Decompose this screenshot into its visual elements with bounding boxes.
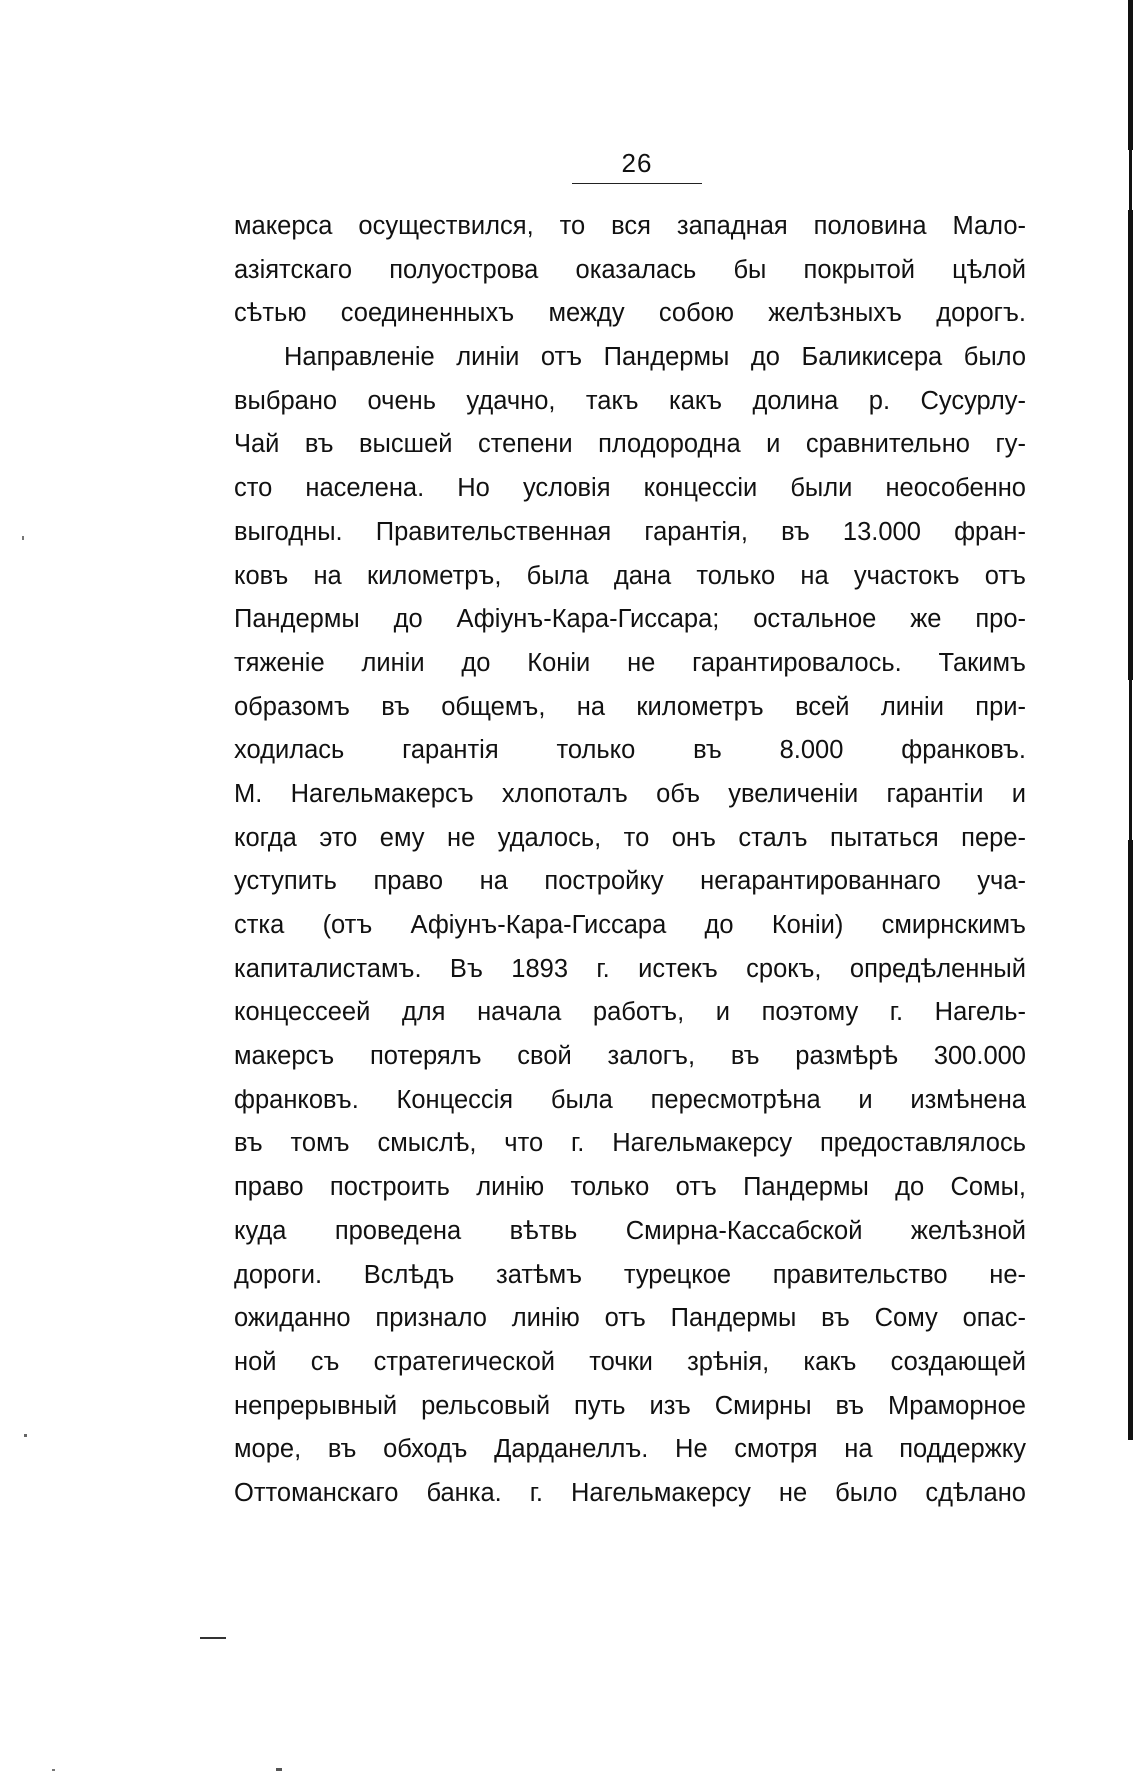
- text-line: ковъ на километръ, была дана только на участокъ отъ: [234, 561, 1026, 590]
- page-number: 26: [621, 148, 653, 178]
- stray-mark-dot: [24, 1434, 27, 1437]
- text-line: уступить право на постройку негарантированнаго уча-: [234, 867, 1026, 896]
- text-line: капиталистамъ. Въ 1893 г. истекъ срокъ, опредѣленный: [234, 954, 1026, 983]
- text-line: сѣтью соединенныхъ между собою желѣзныхъ дорогъ.: [234, 299, 1026, 328]
- page-edge-shadow: [1128, 0, 1134, 1792]
- text-line: Чай въ высшей степени плодородна и сравнительно гу-: [234, 430, 1026, 459]
- text-line: макерса осуществился, то вся западная половина Мало-: [234, 212, 1026, 240]
- text-line: когда это ему не удалось, то онъ сталъ пытаться пере-: [234, 823, 1026, 852]
- stray-mark-dot: [52, 1769, 55, 1771]
- text-line: море, въ обходъ Дарданеллъ. Не смотря на поддержку: [234, 1435, 1026, 1464]
- page-number-rule: [572, 183, 702, 184]
- text-line: выгодны. Правительственная гарантія, въ 13.000 фран-: [234, 517, 1026, 546]
- text-line: куда проведена вѣтвь Смирна-Кассабской желѣзной: [234, 1216, 1026, 1245]
- text-line: право построить линію только отъ Пандермы до Сомы,: [234, 1173, 1026, 1202]
- text-line: ходилась гарантія только въ 8.000 франковъ.: [234, 736, 1026, 765]
- stray-mark-dash: [200, 1637, 226, 1639]
- text-line: ожиданно признало линію отъ Пандермы въ Сому опас-: [234, 1304, 1026, 1333]
- text-line: франковъ. Концессія была пересмотрѣна и измѣнена: [234, 1085, 1026, 1114]
- text-line: азіятскаго полуострова оказалась бы покрытой цѣлой: [234, 255, 1026, 284]
- text-line: Пандермы до Афіунъ-Кара-Гиссара; остальное же про-: [234, 605, 1026, 634]
- text-line: Оттоманскаго банка. г. Нагельмакерсу не было сдѣлано: [234, 1478, 1026, 1507]
- text-line: образомъ въ общемъ, на километръ всей линіи при-: [234, 692, 1026, 721]
- stray-mark-dot: [22, 536, 24, 540]
- text-line: выбрано очень удачно, такъ какъ долина р. Сусурлу-: [234, 386, 1026, 415]
- text-line: непрерывный рельсовый путь изъ Смирны въ Мраморное: [234, 1391, 1026, 1420]
- text-line: дороги. Вслѣдъ затѣмъ турецкое правительство не-: [234, 1260, 1026, 1289]
- text-line: сто населена. Но условія концессіи были неособенно: [234, 474, 1026, 503]
- text-line: тяженіе линіи до Коніи не гарантировалось. Такимъ: [234, 648, 1026, 677]
- text-line: въ томъ смыслѣ, что г. Нагельмакерсу предоставлялось: [234, 1129, 1026, 1158]
- paragraph-first-line: Направленіе линіи отъ Пандермы до Баликисера было: [284, 343, 1026, 372]
- text-line: ной съ стратегической точки зрѣнія, какъ создающей: [234, 1347, 1026, 1376]
- text-line: концессеей для начала работъ, и поэтому г. Нагель-: [234, 998, 1026, 1027]
- text-line: стка (отъ Афіунъ-Кара-Гиссара до Коніи) смирнскимъ: [234, 911, 1026, 939]
- body-text: [234, 205, 1026, 1516]
- stray-mark-dot: [276, 1768, 282, 1771]
- text-line: М. Нагельмакерсъ хлопоталъ объ увеличеніи гарантіи и: [234, 779, 1026, 808]
- text-line: макерсъ потерялъ свой залогъ, въ размѣрѣ 300.000: [234, 1042, 1026, 1071]
